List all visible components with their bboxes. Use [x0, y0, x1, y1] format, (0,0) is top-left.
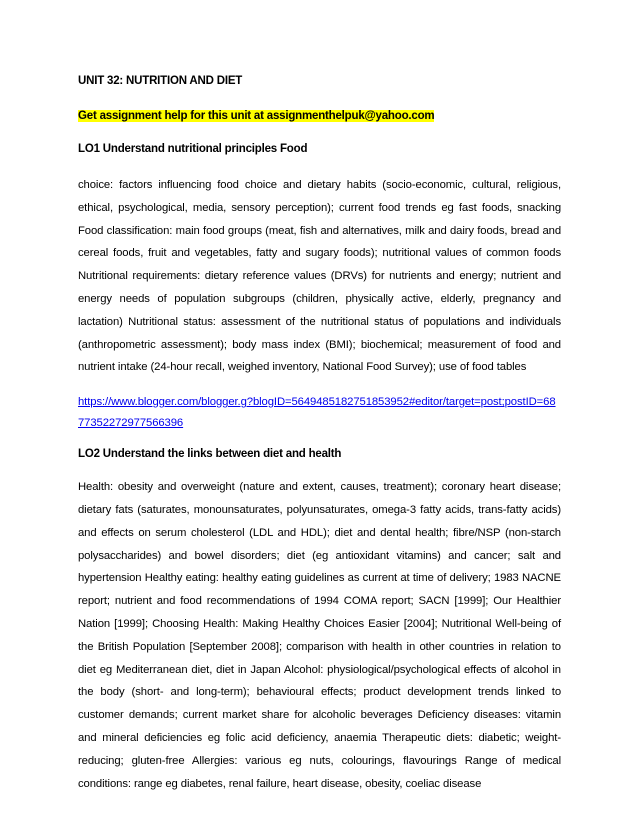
blogger-link[interactable]: https://www.blogger.com/blogger.g?blogID=5649485182751853952#editor/target=post;postID=6877352272977566396: [78, 396, 556, 430]
help-line-highlight: Get assignment help for this unit at assignmenthelpuk@yahoo.com: [78, 110, 435, 122]
help-line: [78, 107, 561, 125]
unit-title: UNIT 32: NUTRITION AND DIET: [78, 75, 243, 87]
document-content: [78, 72, 561, 795]
lo1-body: choice: factors influencing food choice and dietary habits (socio-economic, cultural, religious, ethical, psychological, media, sensory perception); current food trends eg fast foods, snacking Food classification: main food groups (meat, fish and alternatives, milk and dairy foods, bread and cereal foods, fruit and vegetables, fatty and sugary foods); nutritional values of common foods Nutritional requirements: dietary reference values (DRVs) for nutrients and energy; nutrient and energy needs of population subgroups (children, physically active, elderly, pregnancy and lactation) Nutritional status: assessment of the nutritional status of populations and individuals (anthropometric assessment); body mass index (BMI); biochemical; measurement of food and nutrient intake (24-hour recall, weighed inventory, National Food Survey); use of food tables: [78, 179, 561, 374]
lo2-heading: LO2 Understand the links between diet and health: [78, 448, 342, 461]
lo2-body: Health: obesity and overweight (nature and extent, causes, treatment); coronary heart disease; dietary fats (saturates, monounsaturates, polyunsaturates, omega-3 fatty acids, trans-fatty acids) and effects on serum cholesterol (LDL and HDL); diet and dental health; fibre/NSP (non-starch polysaccharides) and bowel disorders; diet (eg antioxidant vitamins) and cancer; salt and hypertension Healthy eating: healthy eating guidelines as current at time of delivery; 1983 NACNE report; nutrient and food recommendations of 1994 COMA report; SACN [1999]; Our Healthier Nation [1999]; Choosing Health: Making Healthy Choices Easier [2004]; Nutritional Well-being of the British Population [September 2008]; comparison with health in other countries in relation to diet eg Mediterranean diet, diet in Japan Alcohol: physiological/psychological effects of alcohol in the body (short- and long-term); behavioural effects; product development trends linked to customer demands; current market share for alcoholic beverages Deficiency diseases: vitamin and mineral deficiencies eg folic acid deficiency, anaemia Therapeutic diets: diabetic; weight-reducing; gluten-free Allergies: various eg nuts, colourings, flavourings Range of medical conditions: range eg diabetes, renal failure, heart disease, obesity, coeliac disease: [78, 481, 561, 790]
lo1-heading: LO1 Understand nutritional principles Food: [78, 143, 308, 155]
